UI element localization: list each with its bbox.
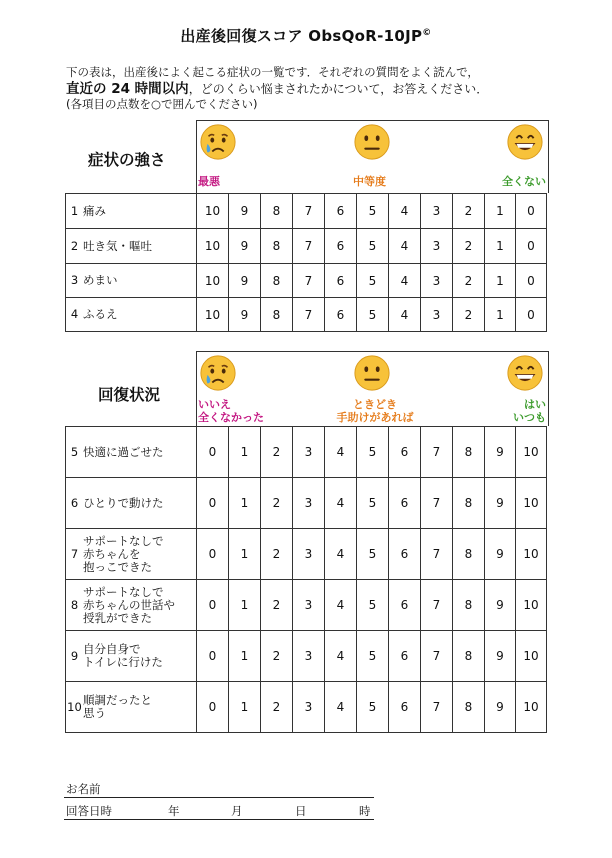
- recovery-scale-never: いいえ 全くなかった: [198, 398, 264, 424]
- score-option[interactable]: 6: [325, 298, 357, 332]
- score-option[interactable]: 1: [229, 580, 261, 631]
- score-option[interactable]: 0: [197, 529, 229, 580]
- score-option[interactable]: 4: [389, 229, 421, 264]
- score-option[interactable]: 6: [389, 631, 421, 682]
- score-option[interactable]: 6: [325, 229, 357, 264]
- score-option[interactable]: 9: [485, 580, 516, 631]
- score-option[interactable]: 3: [421, 264, 453, 298]
- table-row: [66, 529, 547, 580]
- recovery-scale-sometimes: ときどき 手助けがあれば: [336, 398, 414, 424]
- score-option[interactable]: 4: [325, 682, 357, 733]
- score-option[interactable]: 8: [453, 478, 485, 529]
- score-option[interactable]: 8: [261, 194, 293, 229]
- item-label-cell: [66, 229, 197, 264]
- instructions: [66, 64, 566, 111]
- item-label-cell: [66, 631, 197, 682]
- score-option[interactable]: 7: [421, 529, 453, 580]
- symptoms-scale-header: [196, 120, 549, 193]
- score-option[interactable]: 9: [485, 427, 516, 478]
- item-number: 5: [70, 444, 79, 459]
- score-option[interactable]: 5: [357, 194, 389, 229]
- score-option[interactable]: 5: [357, 478, 389, 529]
- copyright-mark: ©: [422, 28, 432, 38]
- score-option[interactable]: 6: [389, 427, 421, 478]
- score-option[interactable]: 7: [293, 264, 325, 298]
- score-option[interactable]: 0: [516, 298, 547, 332]
- item-number: 4: [70, 307, 79, 321]
- score-option[interactable]: 4: [389, 264, 421, 298]
- item-label: 順調だったと 思う: [83, 693, 152, 720]
- score-option[interactable]: 6: [325, 264, 357, 298]
- score-option[interactable]: 2: [453, 229, 485, 264]
- score-option[interactable]: 1: [485, 194, 516, 229]
- symptoms-scale-none: 全くない: [502, 175, 546, 188]
- score-option[interactable]: 10: [516, 580, 547, 631]
- instructions-line-2: [66, 81, 566, 98]
- score-option[interactable]: 9: [229, 194, 261, 229]
- score-option[interactable]: 3: [293, 631, 325, 682]
- score-option[interactable]: 1: [229, 682, 261, 733]
- score-option[interactable]: 8: [261, 229, 293, 264]
- score-option[interactable]: 10: [197, 194, 229, 229]
- score-option[interactable]: 5: [357, 298, 389, 332]
- item-number: 1: [70, 203, 79, 218]
- score-option[interactable]: 9: [485, 529, 516, 580]
- score-option[interactable]: 3: [293, 478, 325, 529]
- score-option[interactable]: 10: [197, 298, 229, 332]
- score-option[interactable]: 2: [453, 298, 485, 332]
- score-option[interactable]: 8: [453, 580, 485, 631]
- score-option[interactable]: 7: [421, 478, 453, 529]
- score-option[interactable]: 2: [453, 194, 485, 229]
- score-option[interactable]: 8: [261, 298, 293, 332]
- score-option[interactable]: 10: [197, 229, 229, 264]
- score-option[interactable]: 5: [357, 580, 389, 631]
- score-option[interactable]: 5: [357, 229, 389, 264]
- month-label: 月: [231, 804, 243, 818]
- score-option[interactable]: 9: [485, 682, 516, 733]
- name-label: お名前: [66, 782, 101, 796]
- item-label: 快適に過ごせた: [83, 444, 164, 459]
- item-number: 3: [70, 273, 79, 287]
- score-option[interactable]: 10: [516, 478, 547, 529]
- grinning-face-icon: [506, 123, 544, 161]
- score-option[interactable]: 7: [293, 298, 325, 332]
- score-option[interactable]: 2: [261, 682, 293, 733]
- score-option[interactable]: 9: [229, 229, 261, 264]
- recovery-scale-always: はい いつも: [513, 398, 546, 424]
- score-option[interactable]: 5: [357, 529, 389, 580]
- table-row: [66, 580, 547, 631]
- page-title: [0, 25, 612, 46]
- score-option[interactable]: 3: [421, 298, 453, 332]
- score-option[interactable]: 0: [197, 478, 229, 529]
- neutral-face-icon: [353, 354, 391, 392]
- item-label: ひとりで動けた: [83, 495, 164, 510]
- score-option[interactable]: 1: [485, 264, 516, 298]
- score-option[interactable]: 5: [357, 427, 389, 478]
- score-option[interactable]: 9: [229, 298, 261, 332]
- score-option[interactable]: 10: [197, 264, 229, 298]
- score-option[interactable]: 8: [453, 529, 485, 580]
- score-option[interactable]: 4: [389, 298, 421, 332]
- score-option[interactable]: 2: [261, 529, 293, 580]
- score-option[interactable]: 6: [389, 682, 421, 733]
- table-row: [66, 427, 547, 478]
- item-number: 9: [70, 648, 79, 663]
- score-option[interactable]: 0: [197, 580, 229, 631]
- score-option[interactable]: 8: [453, 427, 485, 478]
- instructions-emphasis: 直近の 24 時間以内: [66, 81, 189, 97]
- item-label: 自分自身で トイレに行けた: [83, 642, 163, 669]
- table-row: [66, 194, 547, 229]
- date-underline[interactable]: [64, 819, 374, 820]
- score-option[interactable]: 3: [293, 529, 325, 580]
- name-underline[interactable]: [64, 797, 374, 798]
- instructions-line-2-rest: ，どのくらい悩まされたかについて，お答えください．: [188, 82, 489, 96]
- score-option[interactable]: 8: [453, 682, 485, 733]
- score-option[interactable]: 0: [197, 631, 229, 682]
- item-number: 6: [70, 495, 79, 510]
- item-label-cell: [66, 298, 197, 332]
- score-option[interactable]: 2: [261, 427, 293, 478]
- item-label: サポートなしで 赤ちゃんを 抱っこできた: [83, 533, 164, 574]
- symptoms-scale-worst: 最悪: [198, 175, 220, 188]
- score-option[interactable]: 7: [293, 229, 325, 264]
- score-option[interactable]: 3: [421, 229, 453, 264]
- item-label: めまい: [83, 273, 118, 287]
- score-option[interactable]: 7: [421, 580, 453, 631]
- score-option[interactable]: 4: [325, 478, 357, 529]
- score-option[interactable]: 3: [293, 580, 325, 631]
- grinning-face-icon: [506, 354, 544, 392]
- score-option[interactable]: 7: [421, 427, 453, 478]
- score-option[interactable]: 0: [516, 264, 547, 298]
- hour-label: 時: [359, 804, 371, 818]
- score-option[interactable]: 9: [485, 478, 516, 529]
- score-option[interactable]: 2: [261, 580, 293, 631]
- score-option[interactable]: 4: [325, 529, 357, 580]
- table-row: [66, 631, 547, 682]
- score-option[interactable]: 4: [325, 631, 357, 682]
- item-label-cell: [66, 682, 197, 733]
- item-label-cell: [66, 529, 197, 580]
- score-option[interactable]: 3: [421, 194, 453, 229]
- table-row: [66, 229, 547, 264]
- symptoms-scale-moderate: 中等度: [353, 175, 386, 188]
- item-label-cell: [66, 194, 197, 229]
- score-option[interactable]: 5: [357, 682, 389, 733]
- item-label: 吐き気・嘔吐: [83, 238, 152, 253]
- score-option[interactable]: 5: [357, 264, 389, 298]
- title-text: 出産後回復スコア ObsQoR-10JP: [180, 27, 423, 45]
- table-row: [66, 682, 547, 733]
- item-label-cell: [66, 580, 197, 631]
- score-option[interactable]: 0: [197, 427, 229, 478]
- crying-face-icon: [199, 354, 237, 392]
- score-option[interactable]: 2: [453, 264, 485, 298]
- score-option[interactable]: 1: [229, 529, 261, 580]
- year-label: 年: [168, 804, 180, 818]
- recovery-section-title: 回復状況: [98, 386, 161, 404]
- date-label: 回答日時: [66, 804, 112, 818]
- score-option[interactable]: 10: [516, 529, 547, 580]
- item-label-cell: [66, 264, 197, 298]
- item-number: 8: [70, 597, 79, 612]
- score-option[interactable]: 2: [261, 478, 293, 529]
- score-option[interactable]: 8: [453, 631, 485, 682]
- instructions-line-3: (各項目の点数を○で囲んでください): [66, 97, 258, 111]
- recovery-table: [65, 426, 547, 733]
- score-option[interactable]: 1: [485, 229, 516, 264]
- score-option[interactable]: 10: [516, 682, 547, 733]
- score-option[interactable]: 9: [485, 631, 516, 682]
- score-option[interactable]: 7: [421, 631, 453, 682]
- item-label: ふるえ: [83, 307, 118, 321]
- score-option[interactable]: 4: [325, 427, 357, 478]
- table-row: [66, 478, 547, 529]
- score-option[interactable]: 1: [229, 631, 261, 682]
- score-option[interactable]: 8: [261, 264, 293, 298]
- score-option[interactable]: 1: [485, 298, 516, 332]
- table-row: [66, 298, 547, 332]
- recovery-scale-header: [196, 351, 549, 426]
- symptoms-section-title: 症状の強さ: [88, 151, 166, 169]
- day-label: 日: [295, 804, 307, 818]
- item-number: 10: [67, 699, 82, 714]
- score-option[interactable]: 0: [197, 682, 229, 733]
- score-option[interactable]: 6: [389, 529, 421, 580]
- score-option[interactable]: 4: [389, 194, 421, 229]
- score-option[interactable]: 4: [325, 580, 357, 631]
- score-option[interactable]: 9: [229, 264, 261, 298]
- item-number: 2: [70, 238, 79, 253]
- score-option[interactable]: 6: [389, 580, 421, 631]
- score-option[interactable]: 0: [516, 229, 547, 264]
- item-label-cell: [66, 478, 197, 529]
- score-option[interactable]: 6: [389, 478, 421, 529]
- score-option[interactable]: 3: [293, 682, 325, 733]
- table-row: [66, 264, 547, 298]
- score-option[interactable]: 3: [293, 427, 325, 478]
- item-number: 7: [70, 546, 79, 561]
- symptoms-table: [65, 193, 547, 332]
- item-label-cell: [66, 427, 197, 478]
- score-option[interactable]: 10: [516, 631, 547, 682]
- score-option[interactable]: 10: [516, 427, 547, 478]
- crying-face-icon: [199, 123, 237, 161]
- score-option[interactable]: 0: [516, 194, 547, 229]
- instructions-line-1: 下の表は，出産後によく起こる症状の一覧です．それぞれの質問をよく読んで，: [66, 65, 479, 79]
- neutral-face-icon: [353, 123, 391, 161]
- score-option[interactable]: 5: [357, 631, 389, 682]
- score-option[interactable]: 6: [325, 194, 357, 229]
- score-option[interactable]: 1: [229, 478, 261, 529]
- score-option[interactable]: 1: [229, 427, 261, 478]
- score-option[interactable]: 7: [421, 682, 453, 733]
- item-label: 痛み: [83, 203, 106, 218]
- score-option[interactable]: 7: [293, 194, 325, 229]
- item-label: サポートなしで 赤ちゃんの世話や 授乳ができた: [83, 584, 175, 625]
- score-option[interactable]: 2: [261, 631, 293, 682]
